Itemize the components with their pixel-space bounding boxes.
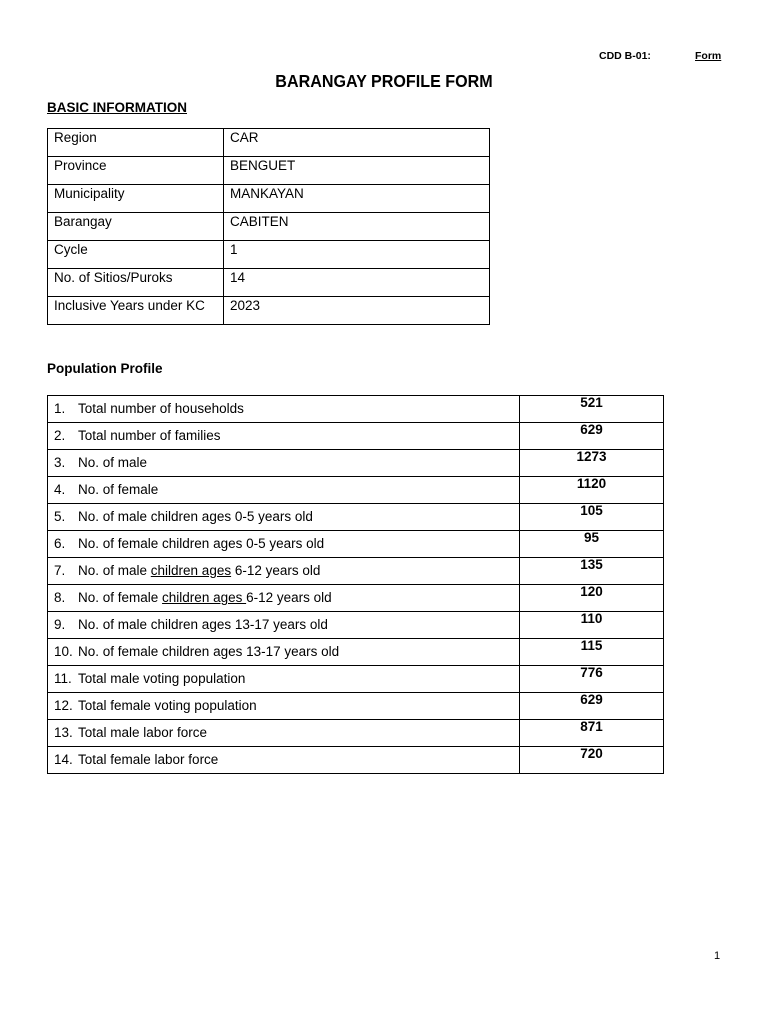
row-value: CABITEN [224,213,490,241]
row-value: 95 [520,531,664,558]
row-value: 2023 [224,297,490,325]
row-text: Total number of households [78,401,244,416]
row-index: 11. [54,671,72,686]
table-row [48,129,490,157]
row-value: 115 [520,639,664,666]
row-value: 521 [520,396,664,423]
row-index: 3. [54,455,66,470]
row-text-pre: No. of female [78,590,163,605]
row-index: 6. [54,536,66,551]
row-value: 629 [520,693,664,720]
row-label [48,747,520,774]
row-label: Barangay [48,213,224,241]
row-label: Cycle [48,241,224,269]
row-text-pre: No. of male [78,563,151,578]
row-label [48,477,520,504]
row-value: 1120 [520,477,664,504]
row-value: 871 [520,720,664,747]
row-index: 7. [54,563,66,578]
table-row [48,477,664,504]
table-row [48,666,664,693]
row-index: 8. [54,590,66,605]
row-value: 135 [520,558,664,585]
row-index: 12. [54,698,73,713]
row-index: 14. [54,752,73,767]
row-label [48,585,520,612]
row-value: 1273 [520,450,664,477]
row-label [48,693,520,720]
row-index: 5. [54,509,66,524]
table-row [48,396,664,423]
row-text: Total male labor force [78,725,208,740]
row-value: 629 [520,423,664,450]
row-text: No. of male children ages 13-17 years old [78,617,328,632]
row-text: Total male voting population [78,671,246,686]
population-table [47,395,664,774]
row-label: Region [48,129,224,157]
row-label [48,612,520,639]
row-value: 105 [520,504,664,531]
row-label: Municipality [48,185,224,213]
form-label: Form [695,50,722,62]
row-value: CAR [224,129,490,157]
row-value: 120 [520,585,664,612]
table-row [48,269,490,297]
row-value: 1 [224,241,490,269]
row-label [48,423,520,450]
row-index: 10. [54,644,73,659]
row-value: MANKAYAN [224,185,490,213]
row-label [48,504,520,531]
row-index: 1. [54,401,66,416]
row-value: 14 [224,269,490,297]
row-text-underlined: children ages [150,563,232,578]
row-value: BENGUET [224,157,490,185]
row-index: 13. [54,725,73,740]
table-row [48,531,664,558]
table-row [48,747,664,774]
row-value: 720 [520,747,664,774]
table-row [48,504,664,531]
row-text: No. of female [78,482,159,497]
row-label [48,450,520,477]
table-row [48,558,664,585]
row-label: No. of Sitios/Puroks [48,269,224,297]
row-label [48,558,520,585]
page-title: BARANGAY PROFILE FORM [275,71,493,91]
basic-info-table [47,128,490,325]
table-row [48,185,490,213]
row-index: 9. [54,617,66,632]
row-index: 2. [54,428,66,443]
table-row [48,693,664,720]
row-label [48,639,520,666]
row-text: No. of female children ages 13-17 years old [78,644,340,659]
table-row [48,585,664,612]
table-row [48,213,490,241]
row-value: 110 [520,612,664,639]
row-text: No. of male [78,455,148,470]
table-row [48,297,490,325]
row-label: Inclusive Years under KC [48,297,224,325]
row-text: No. of male children ages 0-5 years old [78,509,313,524]
table-row [48,612,664,639]
row-text: No. of female children ages 0-5 years old [78,536,325,551]
row-index: 4. [54,482,66,497]
table-row [48,241,490,269]
table-row [48,450,664,477]
table-row [48,423,664,450]
row-label: Province [48,157,224,185]
row-text: Total number of families [78,428,221,443]
row-label [48,531,520,558]
table-row [48,720,664,747]
basic-info-heading: BASIC INFORMATION [47,100,187,115]
row-label [48,720,520,747]
row-text: Total female labor force [78,752,219,767]
table-row [48,639,664,666]
table-row [48,157,490,185]
page-number: 1 [714,950,721,962]
row-label [48,396,520,423]
row-text-post: 6-12 years old [231,563,321,578]
population-heading: Population Profile [47,361,163,376]
row-value: 776 [520,666,664,693]
form-code: CDD B-01: [599,50,651,62]
row-label [48,666,520,693]
row-text: Total female voting population [78,698,257,713]
row-text-post: 6-12 years old [246,590,332,605]
row-text-underlined: children ages [162,590,247,605]
